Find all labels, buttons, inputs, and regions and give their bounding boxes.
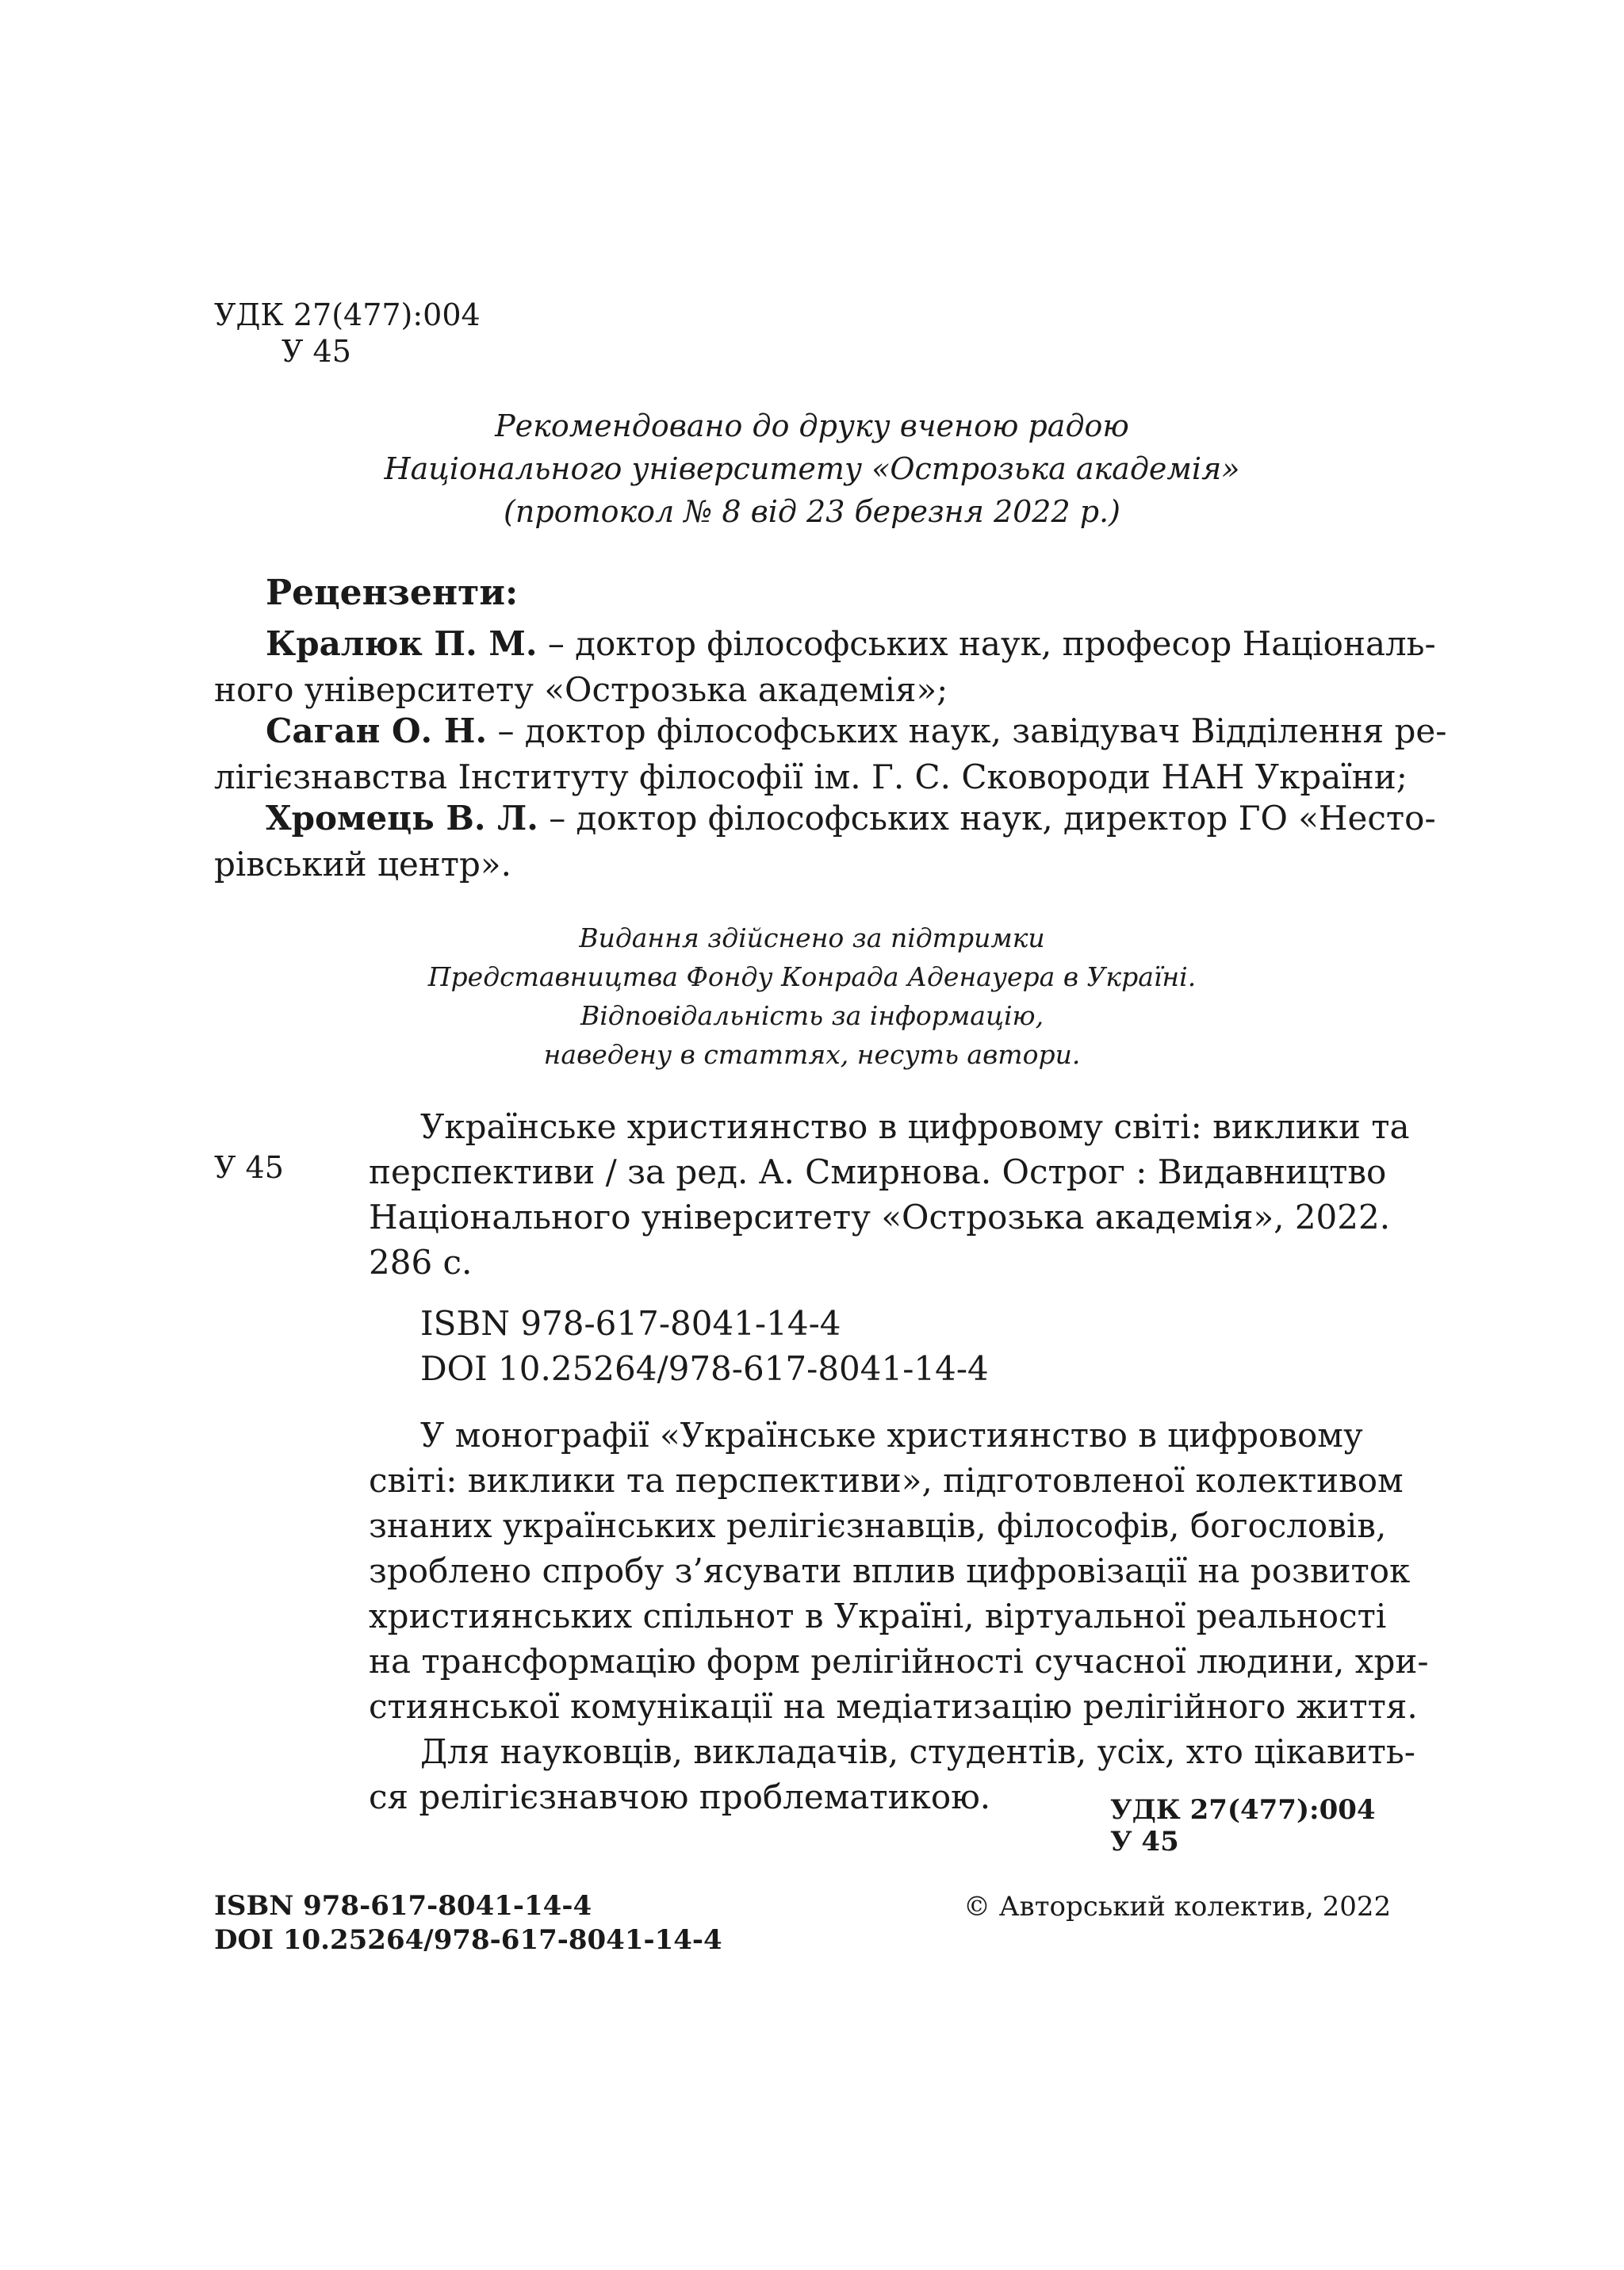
footer-isbn: ISBN 978-617-8041-14-4	[214, 1890, 592, 1922]
reviewer-line	[266, 796, 1436, 841]
reviewer-desc-cont: рівський центр».	[214, 845, 511, 884]
doi: DOI 10.25264/978-617-8041-14-4	[420, 1349, 989, 1388]
bibliography-code: У 45	[214, 1150, 284, 1185]
bibliography-line: перспективи / за ред. А. Смирнова. Острог : Видавництво	[369, 1152, 1387, 1191]
copyright: © Авторський колектив, 2022	[963, 1891, 1392, 1923]
reviewer-desc-cont: ного університету «Острозька академія»;	[214, 670, 948, 709]
annotation-line: Для науковців, викладачів, студентів, усіх, хто цікавить-	[420, 1732, 1415, 1771]
recommendation-line: Рекомендовано до друку вченою радою	[495, 408, 1129, 443]
annotation-line: християнських спільнот в Україні, віртуальної реальності	[369, 1597, 1387, 1635]
udk-sign-bold: У 45	[1110, 1826, 1179, 1858]
support-line: Представництва Фонду Конрада Аденауера в Україні.	[427, 961, 1197, 992]
annotation-line: знаних українських релігієзнавців, філософів, богословів,	[369, 1506, 1387, 1545]
annotation-line: світі: виклики та перспективи», підготовленої колективом	[369, 1461, 1404, 1500]
reviewer-line	[266, 622, 1436, 666]
support-line: Видання здійснено за підтримки	[579, 922, 1045, 953]
annotation-line: ся релігієзнавчою проблематикою.	[369, 1777, 991, 1816]
support-line: Відповідальність за інформацію,	[580, 1000, 1044, 1031]
reviewer-desc: – доктор філософських наук, професор Національ-	[547, 624, 1436, 663]
bibliography-line: 286 с.	[369, 1243, 473, 1282]
udk-classification	[1110, 1794, 1376, 1858]
recommendation-note	[238, 405, 1386, 533]
annotation-line: зроблено спробу з’ясувати вплив цифровізації на розвиток	[369, 1551, 1411, 1590]
recommendation-line: (протокол № 8 від 23 березня 2022 р.)	[504, 494, 1120, 529]
annotation-line: стиянської комунікації на медіатизацію релігійного життя.	[369, 1687, 1418, 1726]
udk-code: УДК 27(477):004	[214, 297, 481, 332]
author-sign: У 45	[282, 334, 351, 369]
isbn: ISBN 978-617-8041-14-4	[420, 1304, 841, 1343]
reviewer-name: Кралюк П. М.	[266, 624, 538, 663]
reviewer-desc-cont: лігієзнавства Інституту філософії ім. Г. С. Сковороди НАН України;	[214, 757, 1408, 796]
annotation-line: У монографії «Українське християнство в цифровому	[420, 1416, 1363, 1455]
support-line: наведену в статтях, несуть автори.	[543, 1039, 1081, 1070]
recommendation-line: Національного університету «Острозька академія»	[384, 451, 1240, 486]
reviewer-line	[266, 709, 1447, 753]
reviewer-desc: – доктор філософських наук, директор ГО «Несто-	[549, 799, 1436, 838]
reviewer-name: Саган О. Н.	[266, 711, 488, 750]
footer-isbn-block	[214, 1889, 722, 1957]
udk-code-bold: УДК 27(477):004	[1110, 1794, 1376, 1826]
reviewers-title: Рецензенти:	[266, 573, 519, 613]
reviewer-name: Хромець В. Л.	[266, 799, 538, 838]
footer-doi: DOI 10.25264/978-617-8041-14-4	[214, 1924, 722, 1956]
reviewer-desc: – доктор філософських наук, завідувач Відділення ре-	[497, 711, 1447, 750]
bibliography-line: Українське християнство в цифровому світі: виклики та	[420, 1107, 1410, 1146]
isbn-block	[420, 1301, 989, 1391]
annotation-line: на трансформацію форм релігійності сучасної людини, хри-	[369, 1642, 1429, 1681]
bibliography-line: Національного університету «Острозька академія», 2022.	[369, 1198, 1391, 1237]
support-note	[317, 918, 1307, 1074]
